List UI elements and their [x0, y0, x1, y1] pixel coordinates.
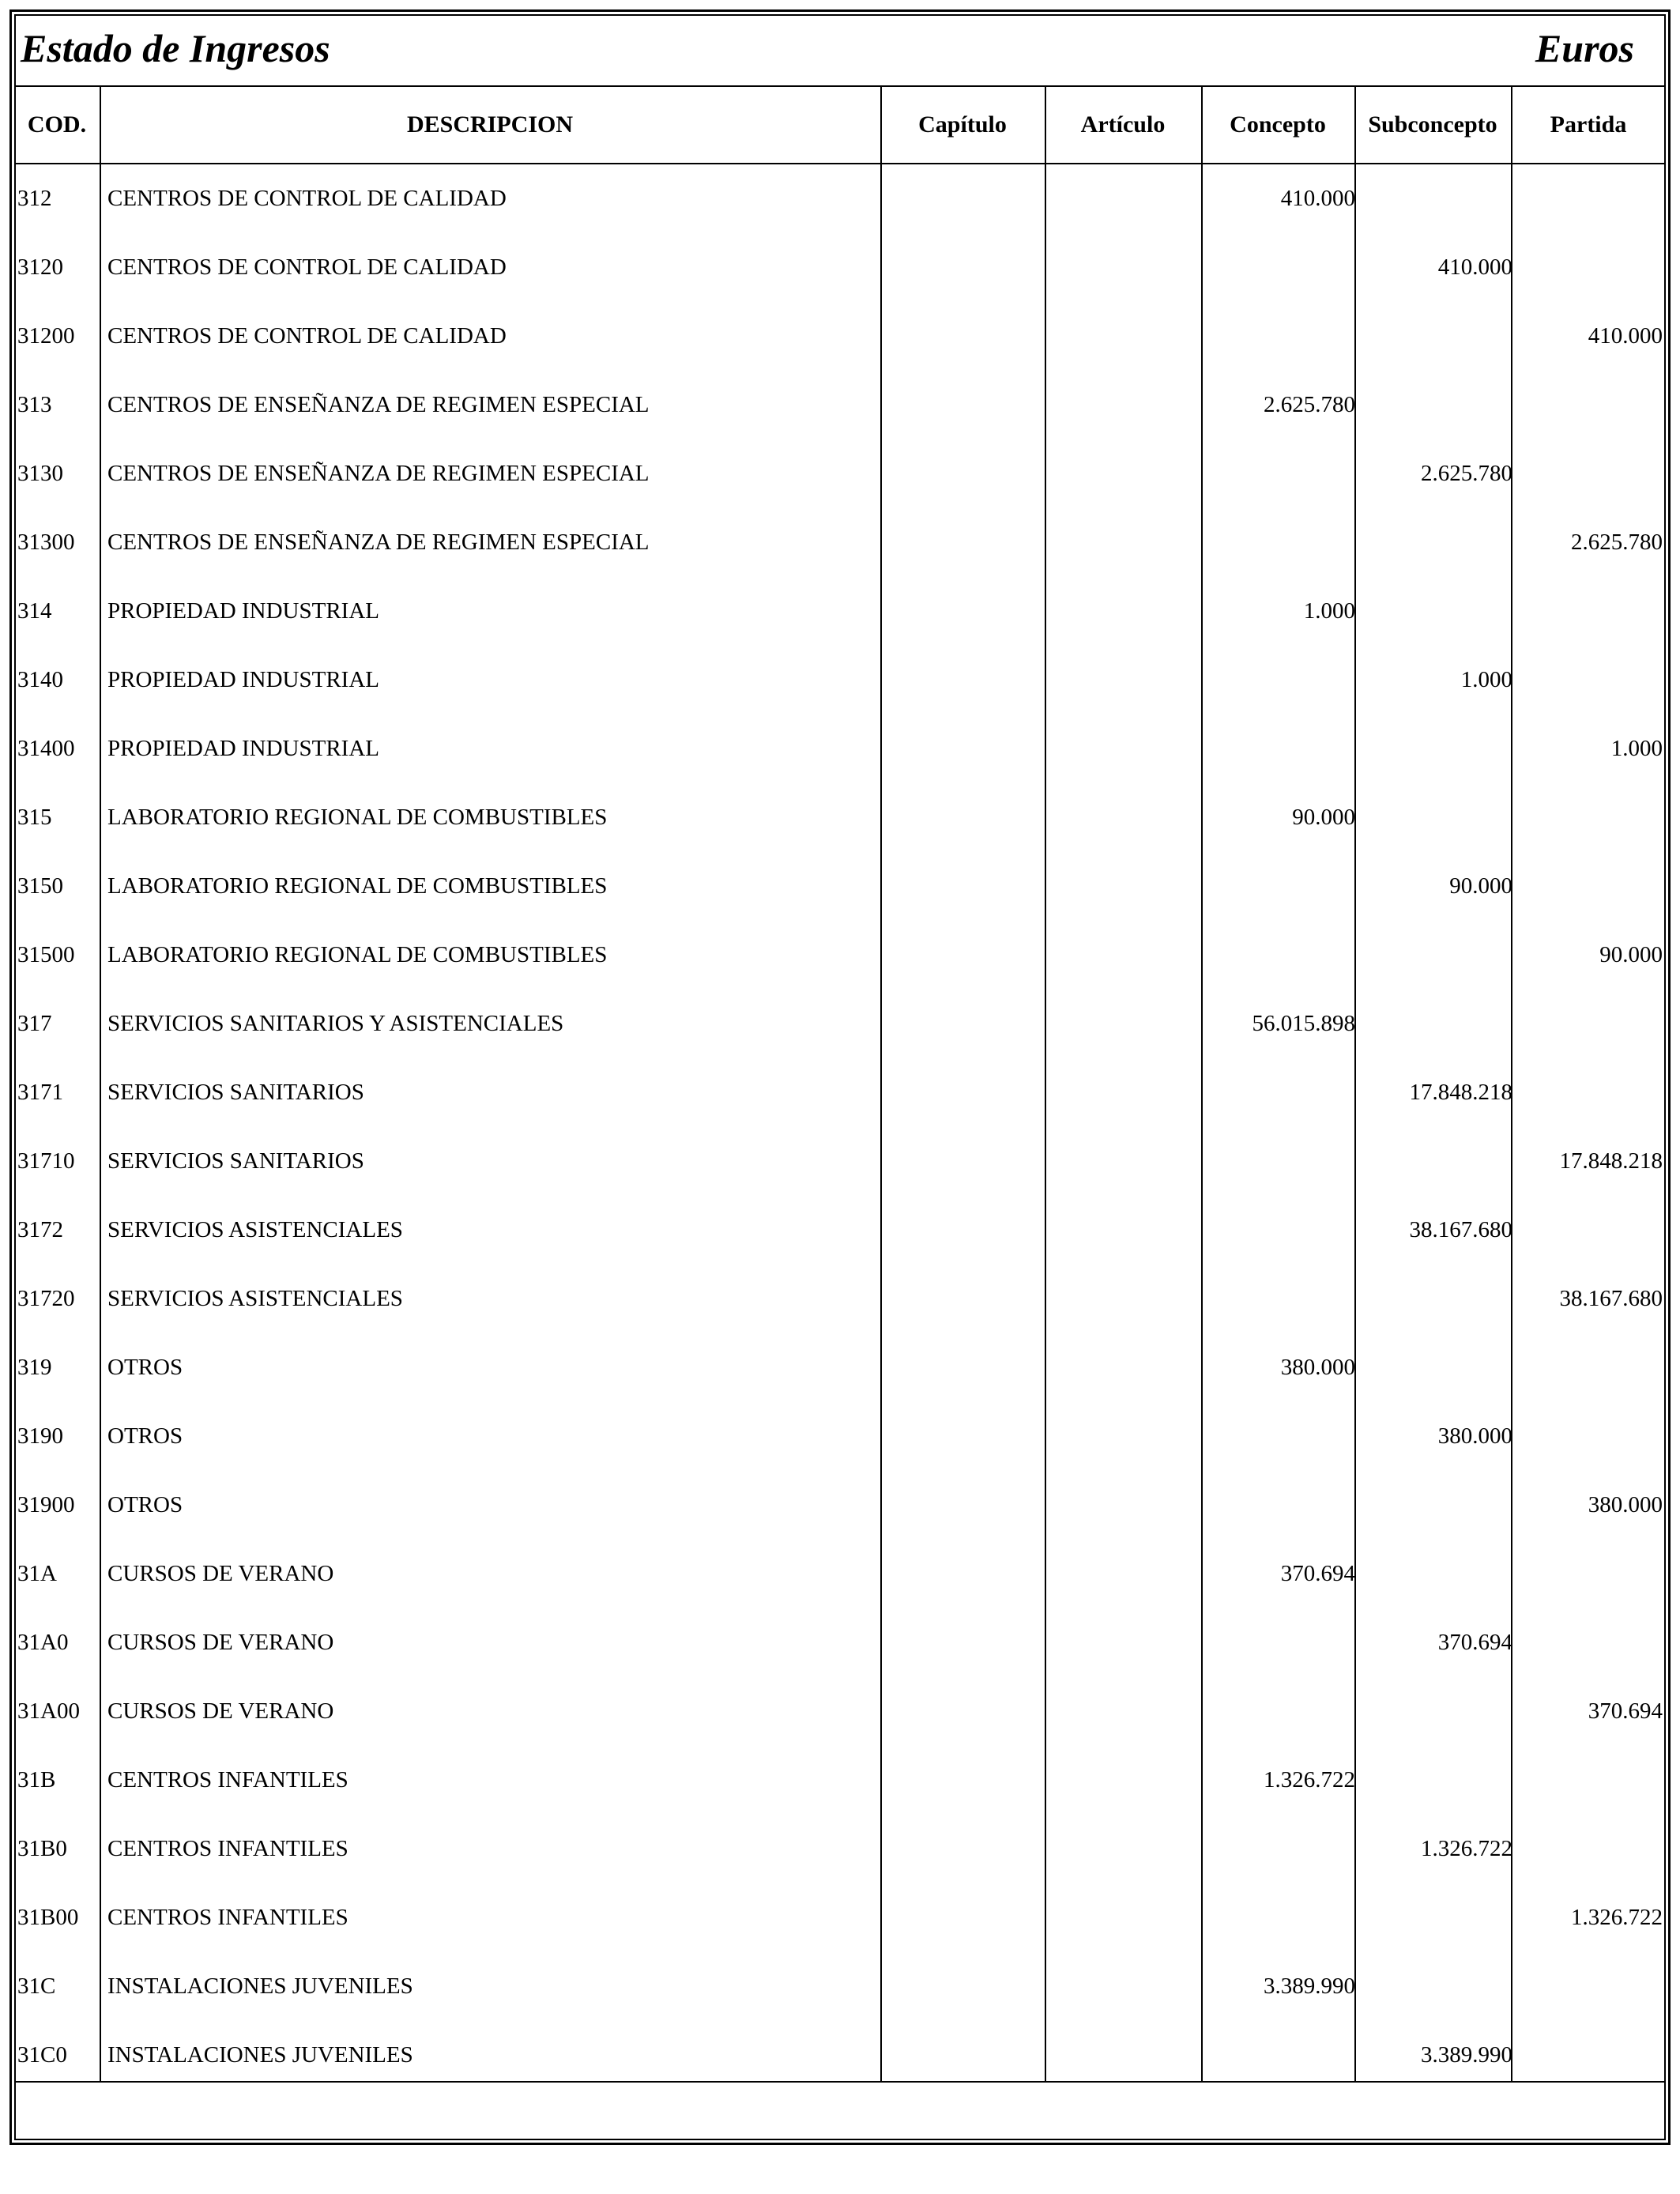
subconcepto-cell: 90.000 — [1449, 873, 1512, 899]
cod-cell: 31A0 — [17, 1630, 69, 1655]
partida-cell: 370.694 — [1588, 1698, 1663, 1724]
cod-cell: 3190 — [17, 1423, 63, 1449]
descripcion-cell: PROPIEDAD INDUSTRIAL — [107, 736, 379, 761]
table-row — [14, 1608, 1666, 1677]
descripcion-cell: CENTROS DE CONTROL DE CALIDAD — [107, 254, 507, 280]
partida-cell — [1522, 1402, 1663, 1471]
subconcepto-cell: 1.000 — [1460, 667, 1512, 692]
subconcepto-cell — [1362, 302, 1512, 371]
table-row — [14, 2021, 1666, 2090]
table-row — [14, 1815, 1666, 1883]
concepto-cell: 90.000 — [1292, 805, 1355, 830]
partida-cell — [1522, 1196, 1663, 1265]
table-row — [14, 646, 1666, 714]
subconcepto-cell: 3.389.990 — [1421, 2042, 1512, 2068]
descripcion-cell: SERVICIOS ASISTENCIALES — [107, 1286, 403, 1311]
subconcepto-cell — [1362, 1127, 1512, 1196]
descripcion-cell: SERVICIOS ASISTENCIALES — [107, 1217, 403, 1242]
partida-cell: 1.000 — [1610, 736, 1663, 761]
partida-cell — [1522, 1746, 1663, 1815]
currency-units: Euros — [1535, 26, 1634, 70]
descripcion-cell: INSTALACIONES JUVENILES — [107, 2042, 413, 2068]
descripcion-cell: PROPIEDAD INDUSTRIAL — [107, 667, 379, 692]
subconcepto-cell — [1362, 1540, 1512, 1608]
partida-cell — [1522, 2021, 1663, 2090]
subconcepto-cell: 380.000 — [1437, 1423, 1512, 1449]
partida-cell: 380.000 — [1588, 1492, 1663, 1517]
table-row — [14, 1540, 1666, 1608]
header-descripcion: DESCRIPCION — [406, 111, 574, 138]
subconcepto-cell — [1362, 921, 1512, 990]
subconcepto-cell: 1.326.722 — [1421, 1836, 1512, 1861]
subconcepto-cell — [1362, 1677, 1512, 1746]
concepto-cell — [1209, 1196, 1355, 1265]
descripcion-cell: LABORATORIO REGIONAL DE COMBUSTIBLES — [107, 942, 608, 967]
descripcion-cell: INSTALACIONES JUVENILES — [107, 1973, 413, 1999]
table-row — [14, 852, 1666, 921]
table-row — [14, 783, 1666, 852]
header-cod: COD. — [27, 111, 87, 138]
descripcion-cell: CENTROS DE ENSEÑANZA DE REGIMEN ESPECIAL — [107, 461, 650, 486]
partida-cell — [1522, 1608, 1663, 1677]
descripcion-cell: CENTROS DE ENSEÑANZA DE REGIMEN ESPECIAL — [107, 392, 650, 417]
cod-cell: 31C0 — [17, 2042, 67, 2068]
concepto-cell: 370.694 — [1280, 1561, 1355, 1586]
descripcion-cell: LABORATORIO REGIONAL DE COMBUSTIBLES — [107, 805, 608, 830]
subconcepto-cell — [1362, 1952, 1512, 2021]
concepto-cell — [1209, 1127, 1355, 1196]
partida-cell: 90.000 — [1599, 942, 1663, 967]
table-row — [14, 1333, 1666, 1402]
concepto-cell — [1209, 439, 1355, 508]
header-concepto: Concepto — [1230, 111, 1326, 138]
table-row — [14, 1746, 1666, 1815]
table-row — [14, 1952, 1666, 2021]
subconcepto-cell: 370.694 — [1437, 1630, 1512, 1655]
table-row — [14, 577, 1666, 646]
table-row — [14, 1265, 1666, 1333]
descripcion-cell: OTROS — [107, 1492, 183, 1517]
cod-cell: 31A00 — [17, 1698, 80, 1724]
cod-cell: 31C — [17, 1973, 56, 1999]
concepto-cell: 410.000 — [1280, 186, 1355, 211]
cod-cell: 315 — [17, 805, 52, 830]
cod-cell: 3120 — [17, 254, 63, 280]
partida-cell — [1522, 852, 1663, 921]
concepto-cell: 1.326.722 — [1264, 1767, 1355, 1793]
partida-cell: 1.326.722 — [1571, 1905, 1663, 1930]
descripcion-cell: SERVICIOS SANITARIOS Y ASISTENCIALES — [107, 1011, 564, 1036]
descripcion-cell: OTROS — [107, 1355, 183, 1380]
concepto-cell — [1209, 302, 1355, 371]
partida-cell — [1522, 164, 1663, 233]
table-row — [14, 1058, 1666, 1127]
cod-cell: 31B0 — [17, 1836, 67, 1861]
subconcepto-cell — [1362, 1333, 1512, 1402]
cod-cell: 3172 — [17, 1217, 63, 1242]
concepto-cell — [1209, 1815, 1355, 1883]
table-row — [14, 439, 1666, 508]
concepto-cell: 2.625.780 — [1264, 392, 1355, 417]
concepto-cell — [1209, 852, 1355, 921]
subconcepto-cell: 410.000 — [1437, 254, 1512, 280]
cod-cell: 31A — [17, 1561, 57, 1586]
descripcion-cell: CURSOS DE VERANO — [107, 1630, 334, 1655]
descripcion-cell: CURSOS DE VERANO — [107, 1698, 334, 1724]
table-row — [14, 1677, 1666, 1746]
descripcion-cell: CENTROS DE ENSEÑANZA DE REGIMEN ESPECIAL — [107, 530, 650, 555]
subconcepto-cell — [1362, 1265, 1512, 1333]
subconcepto-cell — [1362, 1471, 1512, 1540]
descripcion-cell: CENTROS INFANTILES — [107, 1905, 348, 1930]
partida-cell: 410.000 — [1588, 323, 1663, 349]
partida-cell — [1522, 1540, 1663, 1608]
concepto-cell — [1209, 508, 1355, 577]
subconcepto-cell — [1362, 1746, 1512, 1815]
descripcion-cell: CENTROS DE CONTROL DE CALIDAD — [107, 323, 507, 349]
header-articulo: Artículo — [1080, 111, 1166, 138]
partida-cell: 17.848.218 — [1559, 1148, 1663, 1174]
table-row — [14, 921, 1666, 990]
cod-cell: 31B00 — [17, 1905, 79, 1930]
concepto-cell — [1209, 646, 1355, 714]
partida-cell — [1522, 1952, 1663, 2021]
cod-cell: 31500 — [17, 942, 75, 967]
subconcepto-cell: 38.167.680 — [1409, 1217, 1512, 1242]
concepto-cell — [1209, 1265, 1355, 1333]
descripcion-cell: SERVICIOS SANITARIOS — [107, 1080, 364, 1105]
table-row — [14, 1127, 1666, 1196]
subconcepto-cell — [1362, 164, 1512, 233]
concepto-cell — [1209, 1471, 1355, 1540]
concepto-cell — [1209, 921, 1355, 990]
cod-cell: 317 — [17, 1011, 52, 1036]
descripcion-cell: CENTROS DE CONTROL DE CALIDAD — [107, 186, 507, 211]
partida-cell — [1522, 1058, 1663, 1127]
table-bottom-border — [14, 2081, 1666, 2083]
concepto-cell: 380.000 — [1280, 1355, 1355, 1380]
subconcepto-cell — [1362, 990, 1512, 1058]
partida-cell: 2.625.780 — [1571, 530, 1663, 555]
table-row — [14, 233, 1666, 302]
partida-cell — [1522, 439, 1663, 508]
cod-cell: 31400 — [17, 736, 75, 761]
table-row — [14, 1196, 1666, 1265]
table-header — [14, 87, 1666, 164]
partida-cell — [1522, 1333, 1663, 1402]
cod-cell: 3140 — [17, 667, 63, 692]
subconcepto-cell — [1362, 783, 1512, 852]
concepto-cell — [1209, 1402, 1355, 1471]
cod-cell: 314 — [17, 598, 52, 624]
descripcion-cell: SERVICIOS SANITARIOS — [107, 1148, 364, 1174]
descripcion-cell: CURSOS DE VERANO — [107, 1561, 334, 1586]
concepto-cell — [1209, 1608, 1355, 1677]
cod-cell: 31300 — [17, 530, 75, 555]
concepto-cell — [1209, 2021, 1355, 2090]
descripcion-cell: PROPIEDAD INDUSTRIAL — [107, 598, 379, 624]
subconcepto-cell: 17.848.218 — [1409, 1080, 1512, 1105]
cod-cell: 31200 — [17, 323, 75, 349]
partida-cell — [1522, 371, 1663, 439]
descripcion-cell: LABORATORIO REGIONAL DE COMBUSTIBLES — [107, 873, 608, 899]
cod-cell: 31900 — [17, 1492, 75, 1517]
header-capitulo: Capítulo — [918, 111, 1007, 138]
descripcion-cell: CENTROS INFANTILES — [107, 1836, 348, 1861]
concepto-cell: 56.015.898 — [1252, 1011, 1355, 1036]
concepto-cell — [1209, 714, 1355, 783]
partida-cell — [1522, 233, 1663, 302]
descripcion-cell: OTROS — [107, 1423, 183, 1449]
title-band — [14, 14, 1666, 87]
document-title: Estado de Ingresos — [21, 26, 330, 70]
table-row — [14, 1471, 1666, 1540]
cod-cell: 31710 — [17, 1148, 75, 1174]
header-partida: Partida — [1550, 111, 1627, 138]
cod-cell: 3130 — [17, 461, 63, 486]
header-subconcepto: Subconcepto — [1368, 111, 1497, 138]
subconcepto-cell — [1362, 1883, 1512, 1952]
cod-cell: 31B — [17, 1767, 56, 1793]
subconcepto-cell — [1362, 508, 1512, 577]
partida-cell — [1522, 1815, 1663, 1883]
table-row — [14, 714, 1666, 783]
concepto-cell: 1.000 — [1303, 598, 1355, 624]
subconcepto-cell — [1362, 577, 1512, 646]
subconcepto-cell: 2.625.780 — [1421, 461, 1512, 486]
table-row — [14, 371, 1666, 439]
partida-cell — [1522, 990, 1663, 1058]
descripcion-cell: CENTROS INFANTILES — [107, 1767, 348, 1793]
cod-cell: 313 — [17, 392, 52, 417]
cod-cell: 3171 — [17, 1080, 63, 1105]
table-row — [14, 1402, 1666, 1471]
partida-cell — [1522, 783, 1663, 852]
concepto-cell — [1209, 233, 1355, 302]
table-row — [14, 164, 1666, 233]
subconcepto-cell — [1362, 371, 1512, 439]
concepto-cell — [1209, 1883, 1355, 1952]
partida-cell: 38.167.680 — [1559, 1286, 1663, 1311]
cod-cell: 319 — [17, 1355, 52, 1380]
table-row — [14, 508, 1666, 577]
table-row — [14, 1883, 1666, 1952]
table-row — [14, 990, 1666, 1058]
concepto-cell — [1209, 1058, 1355, 1127]
cod-cell: 3150 — [17, 873, 63, 899]
concepto-cell: 3.389.990 — [1264, 1973, 1355, 1999]
cod-cell: 312 — [17, 186, 52, 211]
table-row — [14, 302, 1666, 371]
subconcepto-cell — [1362, 714, 1512, 783]
partida-cell — [1522, 577, 1663, 646]
cod-cell: 31720 — [17, 1286, 75, 1311]
partida-cell — [1522, 646, 1663, 714]
concepto-cell — [1209, 1677, 1355, 1746]
